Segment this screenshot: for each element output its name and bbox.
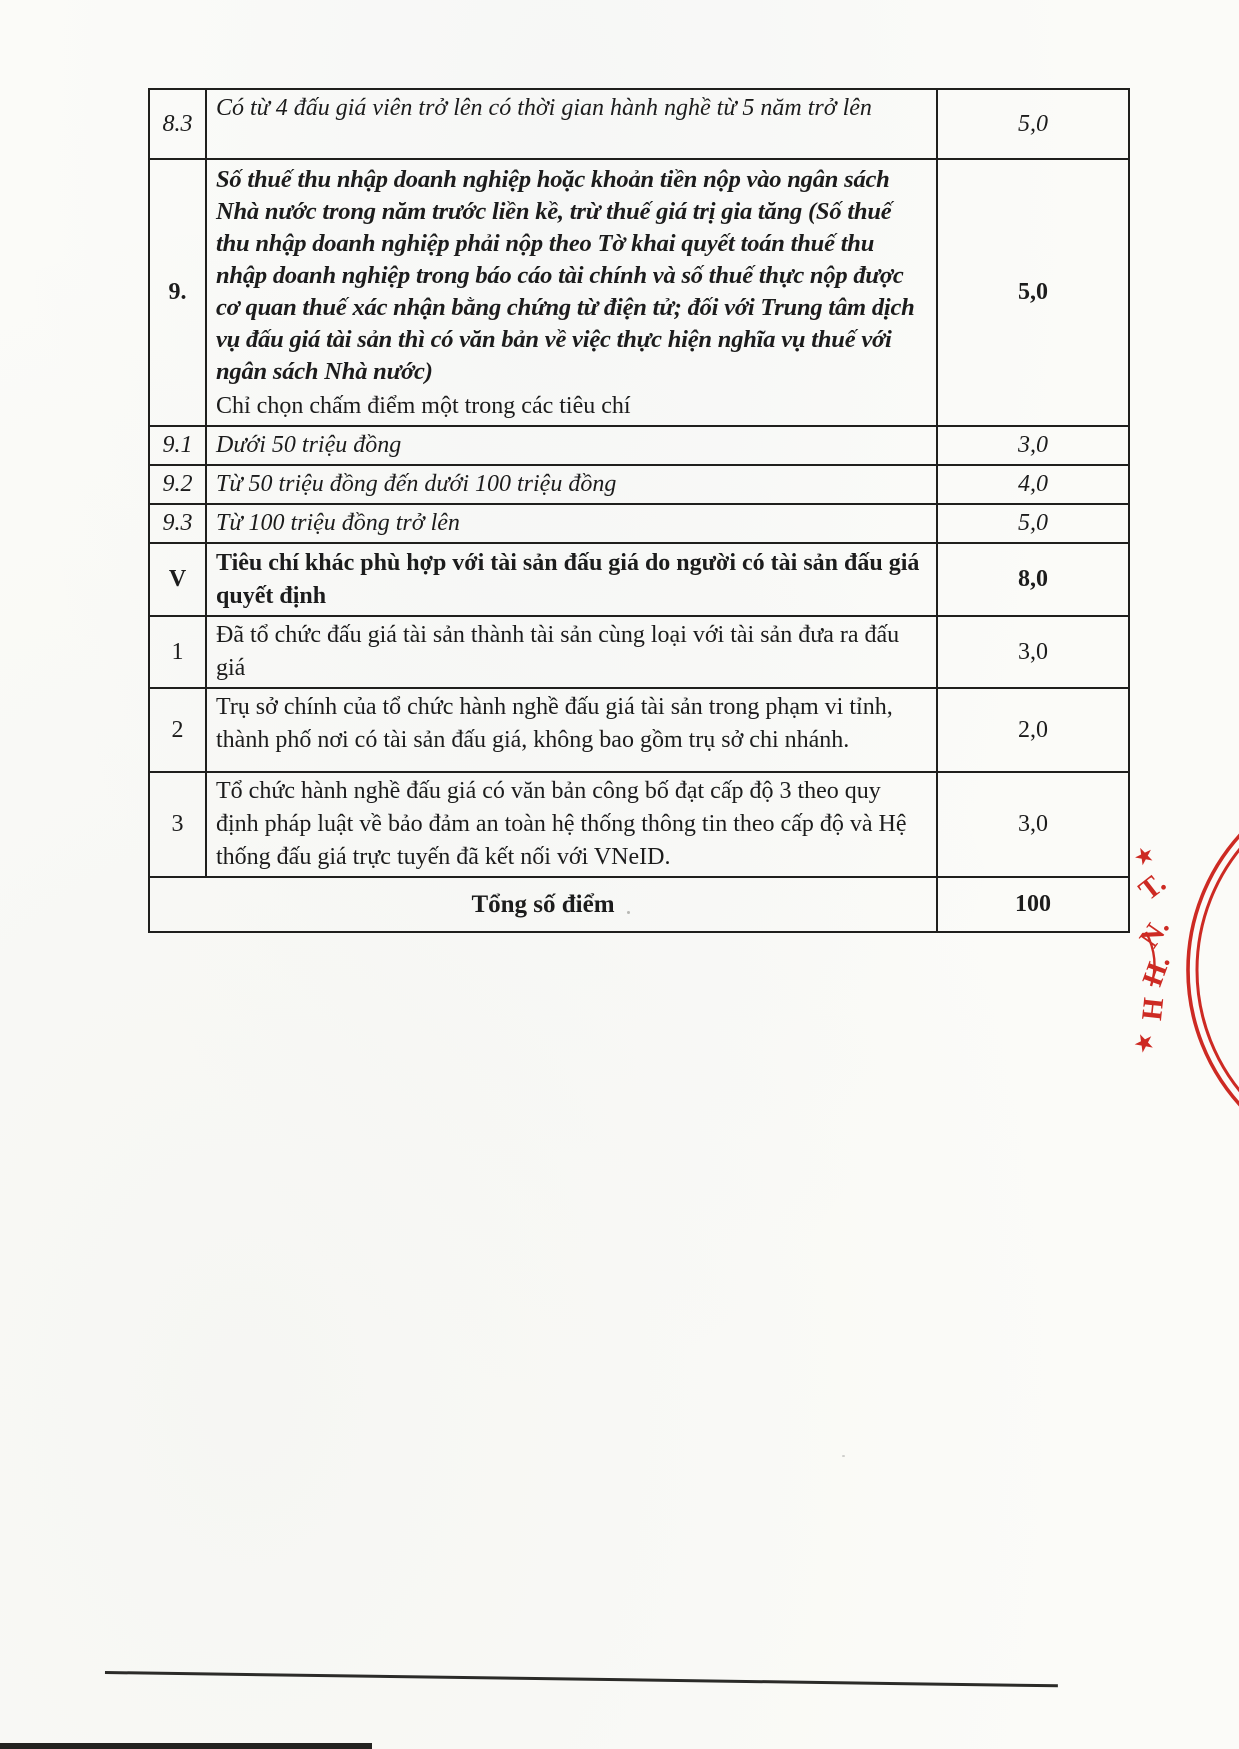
red-seal-stamp — [1100, 810, 1239, 1120]
table-row-9-3 — [150, 503, 1128, 542]
seal-letter: H — [1135, 996, 1171, 1022]
criteria-score-table — [148, 88, 1130, 933]
scan-speck — [627, 911, 630, 914]
seal-star-top-icon: ★ — [1131, 842, 1158, 871]
row-number-cell: 9. — [150, 160, 207, 425]
score-cell: 3,0 — [936, 617, 1128, 687]
table-row-9-2 — [150, 464, 1128, 503]
score-cell: 4,0 — [936, 466, 1128, 503]
table-row-1 — [150, 615, 1128, 687]
row-number-cell: 9.1 — [150, 427, 207, 464]
criteria-text: Có từ 4 đấu giá viên trở lên có thời gian hành nghề từ 5 năm trở lên — [216, 95, 872, 121]
row-number-cell: 1 — [150, 617, 207, 687]
table-row-3 — [150, 771, 1128, 876]
row-number-cell: 9.2 — [150, 466, 207, 503]
footer-rule — [105, 1671, 1058, 1687]
total-score-cell: 100 — [936, 878, 1128, 931]
criteria-cell — [207, 427, 936, 464]
score-cell: 5,0 — [936, 505, 1128, 542]
table-row-9 — [150, 158, 1128, 425]
row-number-cell: 8.3 — [150, 90, 207, 158]
criteria-text: Trụ sở chính của tổ chức hành nghề đấu giá tài sản trong phạm vi tỉnh, thành phố nơi có tài sản đấu giá, không bao gồm trụ sở chi nhánh. — [216, 694, 893, 753]
score-cell: 5,0 — [936, 160, 1128, 425]
criteria-cell — [207, 617, 936, 687]
row-number-cell: 2 — [150, 689, 207, 771]
scan-edge-artifact — [0, 1743, 372, 1749]
seal-letter: N. — [1133, 912, 1176, 954]
criteria-cell — [207, 689, 936, 771]
criteria-cell — [207, 544, 936, 615]
criteria-text: Từ 100 triệu đồng trở lên — [216, 510, 460, 536]
criteria-text: Từ 50 triệu đồng đến dưới 100 triệu đồng — [216, 471, 617, 497]
seal-letter: T. — [1132, 866, 1172, 908]
criteria-text: Dưới 50 triệu đồng — [216, 432, 402, 458]
table-row-V — [150, 542, 1128, 615]
criteria-cell — [207, 90, 936, 158]
score-cell: 3,0 — [936, 427, 1128, 464]
table-row-9-1 — [150, 425, 1128, 464]
criteria-cell — [207, 160, 936, 425]
criteria-cell — [207, 773, 936, 876]
score-cell: 5,0 — [936, 90, 1128, 158]
criteria-text: Tiêu chí khác phù hợp với tài sản đấu giá do người có tài sản đấu giá quyết định — [216, 550, 920, 609]
criteria-text: Đã tổ chức đấu giá tài sản thành tài sản cùng loại với tài sản đưa ra đấu giá — [216, 622, 900, 681]
criteria-text: Số thuế thu nhập doanh nghiệp hoặc khoản tiền nộp vào ngân sách Nhà nước trong năm trước liền kề, trừ thuế giá trị gia tăng (Số thuế thu nhập doanh nghiệp phải nộp theo Tờ khai quyết toán thuế thu nhập doanh nghiệp trong báo cáo tài chính và số thuế thực nộp được cơ quan thuế xác nhận bằng chứng từ điện tử; đối với Trung tâm dịch vụ đấu giá tài sản thì có văn bản về việc thực hiện nghĩa vụ thuế với ngân sách Nhà nước) — [216, 166, 915, 385]
score-cell: 8,0 — [936, 544, 1128, 615]
score-cell: 2,0 — [936, 689, 1128, 771]
criteria-note: Chỉ chọn chấm điểm một trong các tiêu chí — [216, 393, 631, 419]
criteria-cell — [207, 505, 936, 542]
table-row-total — [150, 876, 1128, 931]
criteria-cell — [207, 466, 936, 503]
row-number-cell: V — [150, 544, 207, 615]
seal-letter: H. — [1136, 951, 1177, 991]
row-number-cell: 3 — [150, 773, 207, 876]
total-label: Tổng số điểm — [471, 890, 615, 918]
table-row-8-3 — [150, 90, 1128, 158]
row-number-cell: 9.3 — [150, 505, 207, 542]
seal-star-bottom-icon: ★ — [1130, 1031, 1158, 1054]
scan-speck — [842, 1455, 845, 1457]
score-cell: 3,0 — [936, 773, 1128, 876]
table-row-2 — [150, 687, 1128, 771]
criteria-text: Tổ chức hành nghề đấu giá có văn bản công bố đạt cấp độ 3 theo quy định pháp luật về bảo đảm an toàn hệ thống thông tin theo cấp độ và Hệ thống đấu giá trực tuyến đã kết nối với VNeID. — [216, 778, 907, 870]
